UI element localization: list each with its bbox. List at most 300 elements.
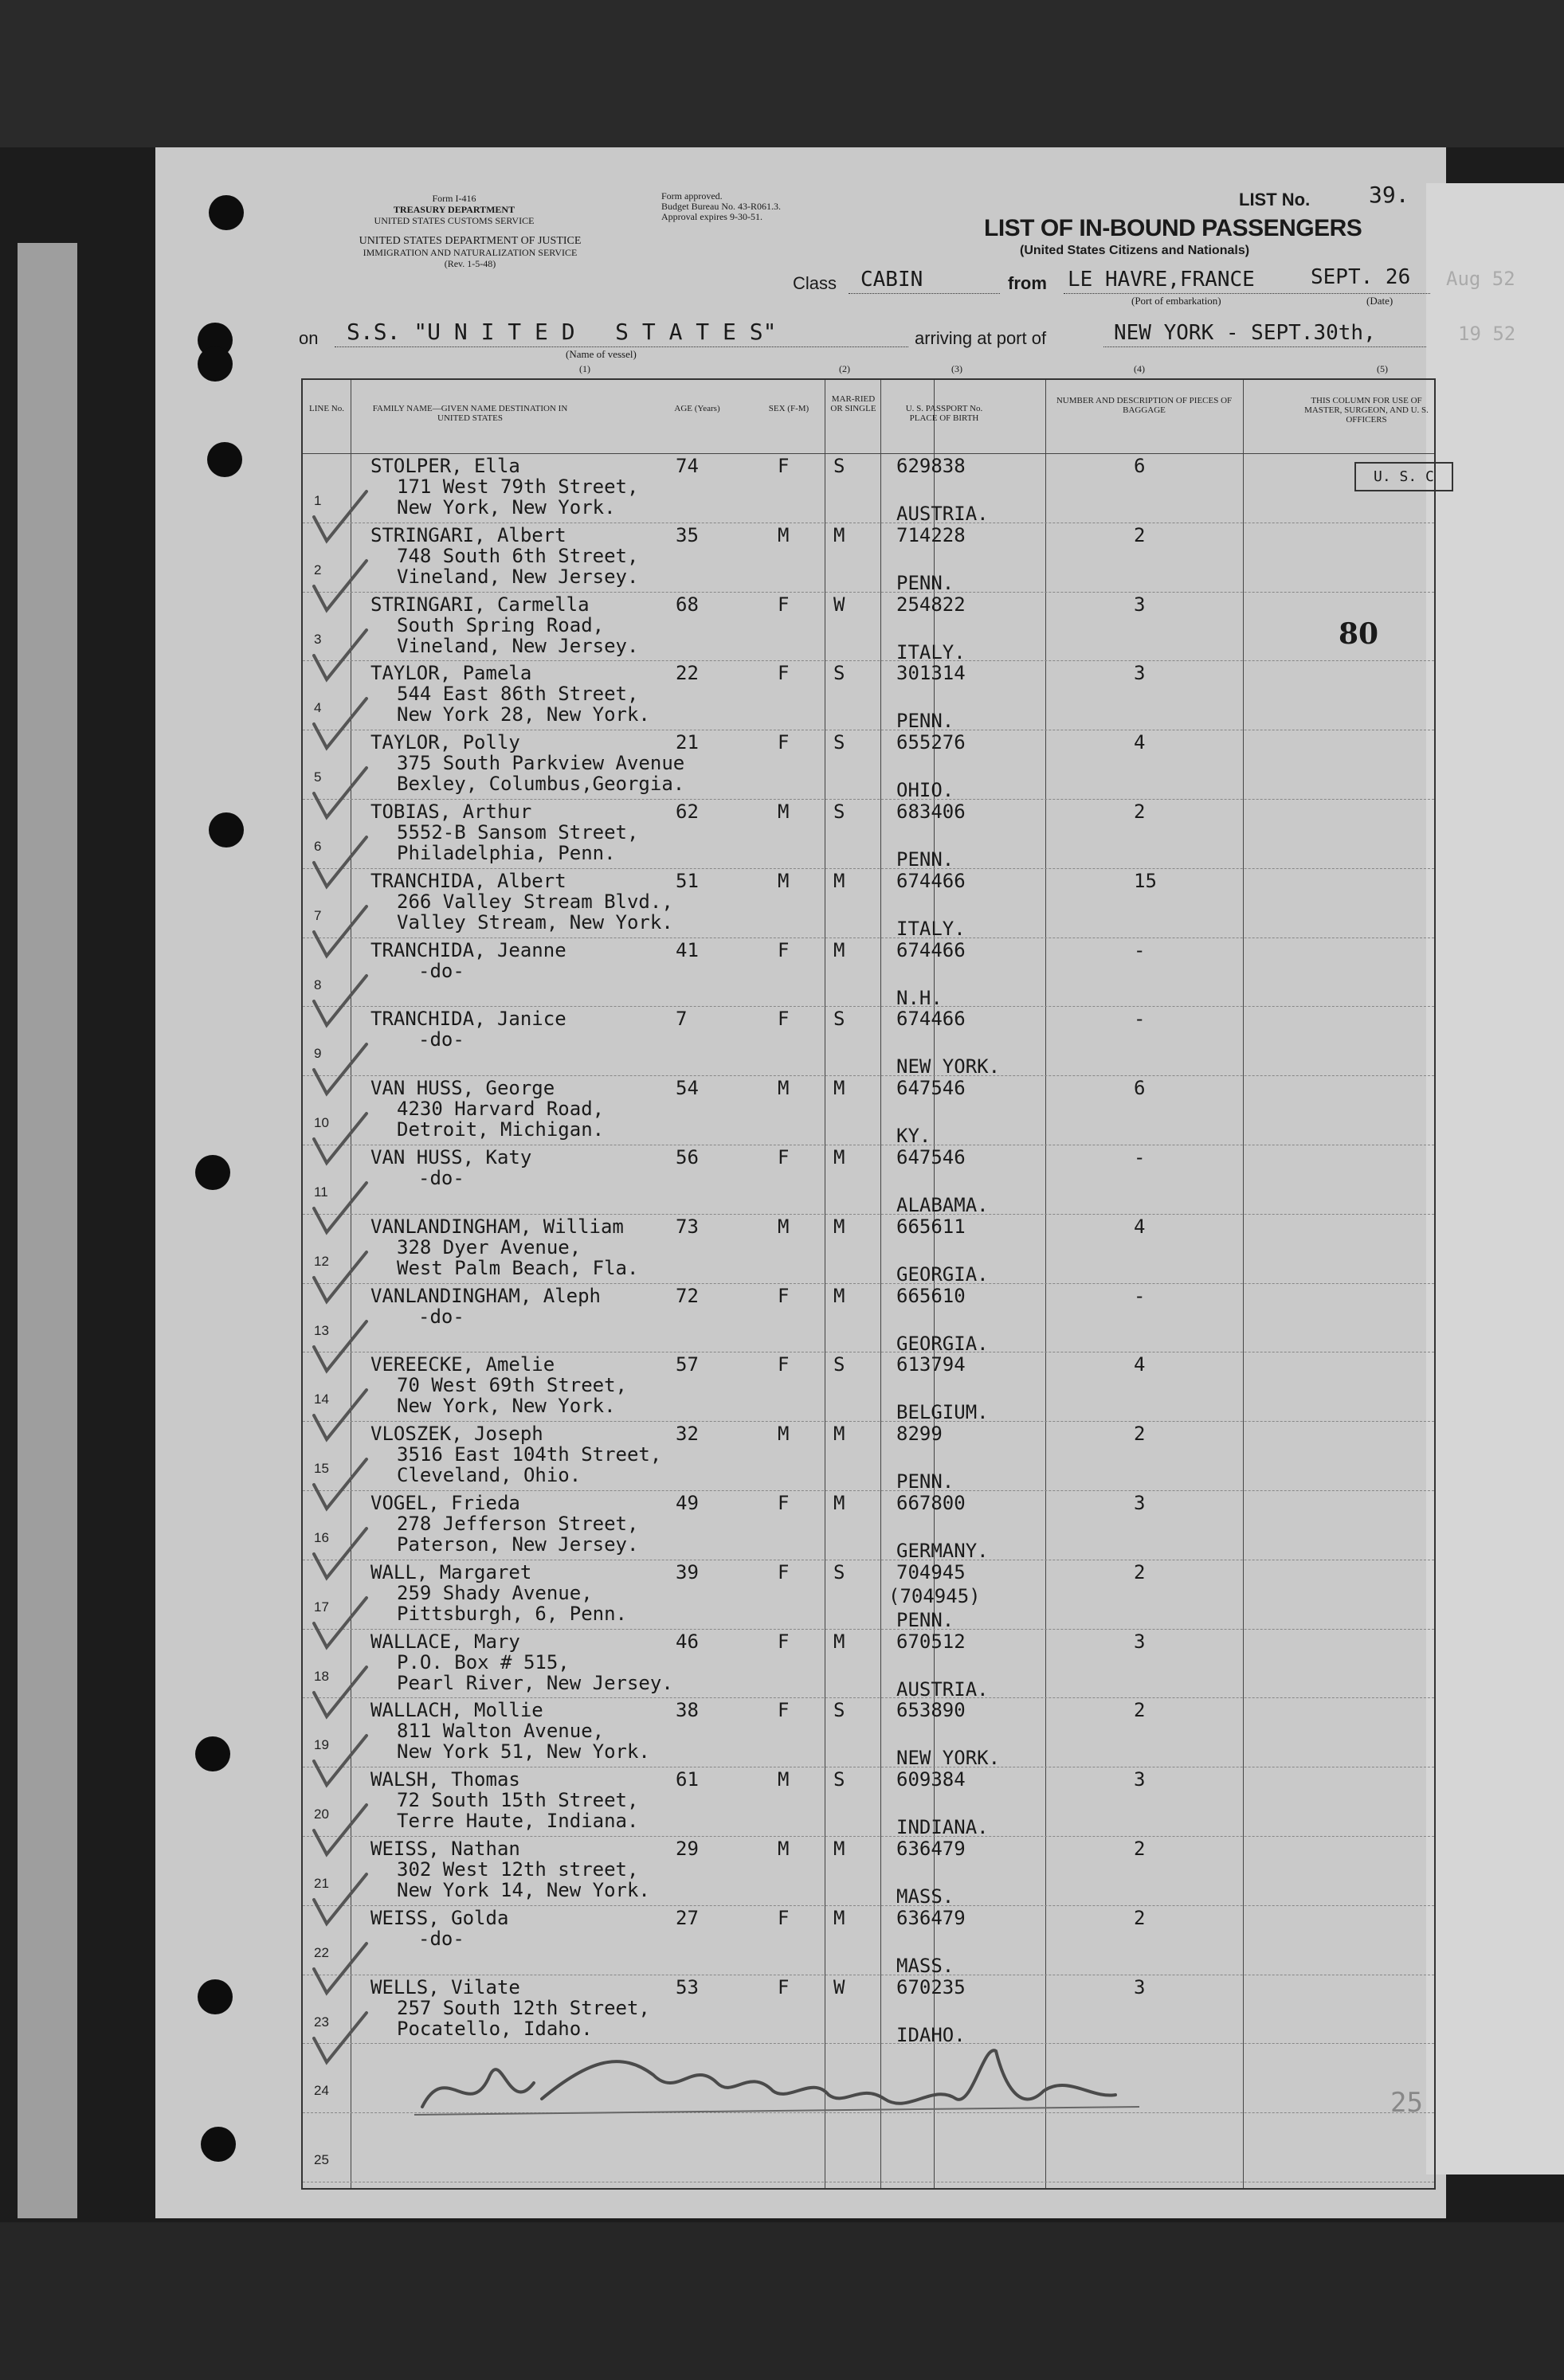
address-line-2: Pearl River, New Jersey. [397, 1671, 673, 1694]
passenger-age: 57 [676, 1353, 699, 1376]
baggage-count: 4 [1134, 1353, 1146, 1376]
marital-status: M [833, 1630, 845, 1653]
class-value: CABIN [860, 268, 923, 292]
passport-number: 629838 [896, 455, 966, 477]
passenger-age: 53 [676, 1975, 699, 1998]
passport-number: 683406 [896, 801, 966, 823]
passenger-age: 49 [676, 1492, 699, 1514]
date-caption: (Date) [1366, 295, 1393, 307]
passenger-name: TOBIAS, Arthur [370, 801, 532, 823]
passport-number: 636479 [896, 1906, 966, 1929]
marital-status: M [833, 1492, 845, 1514]
address-line-1: -do- [418, 1028, 464, 1051]
marital-status: M [833, 523, 845, 546]
passenger-sex: M [778, 523, 790, 546]
baggage-count: 2 [1134, 1560, 1146, 1583]
baggage-count: - [1134, 1146, 1146, 1168]
marital-status: W [833, 1975, 845, 1998]
passenger-age: 74 [676, 455, 699, 477]
baggage-count: 2 [1134, 1423, 1146, 1446]
address-line-1: 266 Valley Stream Blvd., [397, 890, 673, 913]
passenger-age: 29 [676, 1838, 699, 1860]
date-value: SEPT. 26 [1311, 265, 1411, 289]
line-number: 5 [314, 769, 322, 785]
passenger-age: 54 [676, 1077, 699, 1100]
passenger-name: WALSH, Thomas [370, 1768, 520, 1791]
passenger-sex: M [778, 1768, 790, 1791]
address-line-1: 302 West 12th street, [397, 1858, 639, 1881]
customs-stamp: U. S. C [1354, 462, 1453, 491]
address-line-2: Paterson, New Jersey. [397, 1533, 639, 1556]
baggage-count: 3 [1134, 593, 1146, 616]
marital-status: S [833, 455, 845, 477]
col-header-passport: U. S. PASSPORT No. PLACE OF BIRTH [905, 404, 983, 423]
marital-status: S [833, 1768, 845, 1791]
address-line-1: 5552-B Sansom Street, [397, 821, 639, 844]
col-header-married: MAR-RIED OR SINGLE [830, 394, 876, 413]
passport-number: 301314 [896, 662, 966, 685]
marital-status: M [833, 1906, 845, 1929]
line-number: 12 [314, 1253, 329, 1269]
class-underline [849, 293, 1000, 294]
binder-hole [198, 346, 233, 382]
line-number: 23 [314, 2014, 329, 2030]
line-number: 19 [314, 1737, 329, 1753]
passenger-age: 32 [676, 1423, 699, 1446]
address-line-1: P.O. Box # 515, [397, 1650, 570, 1673]
place-of-birth: NEW YORK. [896, 1747, 1001, 1770]
passenger-age: 39 [676, 1560, 699, 1583]
passenger-age: 38 [676, 1699, 699, 1722]
baggage-count: 3 [1134, 662, 1146, 685]
baggage-count: 2 [1134, 1699, 1146, 1722]
place-of-birth: AUSTRIA. [896, 1677, 989, 1701]
passport-number: 653890 [896, 1699, 966, 1722]
address-line-1: 171 West 79th Street, [397, 476, 639, 498]
address-line-1: 3516 East 104th Street, [397, 1443, 662, 1466]
passport-number: 8299 [896, 1423, 943, 1446]
table-row [303, 1075, 1434, 1148]
place-of-birth: GEORGIA. [896, 1262, 989, 1286]
from-underline [1064, 293, 1430, 294]
passport-number: 674466 [896, 869, 966, 892]
place-of-birth: KY. [896, 1125, 931, 1148]
passenger-name: WEISS, Nathan [370, 1838, 520, 1860]
table-row [303, 1283, 1434, 1353]
passenger-age: 62 [676, 801, 699, 823]
place-of-birth: ALABAMA. [896, 1194, 989, 1216]
col-header-line: LINE No. [309, 404, 344, 413]
passport-number: 674466 [896, 938, 966, 961]
vessel-name: S.S. "U N I T E D S T A T E S" [347, 319, 777, 345]
line-number: 20 [314, 1807, 329, 1822]
film-border-top [0, 0, 1564, 147]
passenger-name: STRINGARI, Carmella [370, 593, 590, 616]
passenger-name: VEREECKE, Amelie [370, 1353, 555, 1376]
address-line-2: West Palm Beach, Fla. [397, 1256, 639, 1279]
marital-status: M [833, 1423, 845, 1446]
passenger-sex: M [778, 801, 790, 823]
address-line-1: South Spring Road, [397, 613, 605, 636]
marital-status: M [833, 1146, 845, 1168]
table-row [303, 1490, 1434, 1560]
page-title: LIST OF IN-BOUND PASSENGERS [984, 215, 1362, 241]
passenger-sex: F [778, 1699, 790, 1722]
passenger-name: VLOSZEK, Joseph [370, 1423, 543, 1446]
margin-note: 80 [1339, 617, 1379, 651]
passenger-sex: F [778, 1492, 790, 1514]
baggage-count: 3 [1134, 1492, 1146, 1514]
line-number: 10 [314, 1115, 329, 1131]
passenger-name: VOGEL, Frieda [370, 1492, 520, 1514]
passenger-age: 56 [676, 1146, 699, 1168]
place-of-birth: MASS. [896, 1885, 954, 1908]
marital-status: M [833, 869, 845, 892]
place-of-birth: PENN. [896, 1608, 954, 1631]
passport-number: 670512 [896, 1630, 966, 1653]
passenger-name: VANLANDINGHAM, William [370, 1215, 624, 1238]
table-row [303, 1767, 1434, 1837]
place-of-birth: ITALY. [896, 917, 966, 940]
passenger-table [301, 378, 1436, 2190]
passport-number: 254822 [896, 593, 966, 616]
binder-hole [209, 812, 244, 847]
col-num-4: (4) [1134, 363, 1145, 374]
place-of-birth: GEORGIA. [896, 1332, 989, 1355]
passenger-name: WELLS, Vilate [370, 1975, 520, 1998]
address-line-2: New York 51, New York. [397, 1740, 650, 1763]
address-line-2: New York 14, New York. [397, 1879, 650, 1901]
passenger-sex: M [778, 869, 790, 892]
place-of-birth: GERMANY. [896, 1540, 989, 1562]
col-header-baggage: NUMBER AND DESCRIPTION OF PIECES OF BAGGAGE [1056, 396, 1233, 415]
passport-number: 670235 [896, 1975, 966, 1998]
table-row [303, 1214, 1434, 1284]
vessel-underline [335, 346, 908, 347]
address-line-1: 4230 Harvard Road, [397, 1098, 605, 1121]
line-number: 9 [314, 1046, 322, 1062]
marital-status: M [833, 938, 845, 961]
stamp-right-1: Aug 52 [1446, 268, 1515, 290]
passenger-age: 61 [676, 1768, 699, 1791]
place-of-birth: PENN. [896, 571, 954, 594]
baggage-count: 6 [1134, 455, 1146, 477]
line-number: 4 [314, 700, 322, 716]
address-line-2: Vineland, New Jersey. [397, 634, 639, 657]
baggage-count: 2 [1134, 801, 1146, 823]
passenger-name: TRANCHIDA, Janice [370, 1008, 566, 1031]
table-row [303, 730, 1434, 800]
line-number: 21 [314, 1876, 329, 1891]
table-row [303, 453, 1434, 523]
on-label: on [299, 328, 319, 348]
baggage-count: - [1134, 1008, 1146, 1031]
baggage-count: 4 [1134, 731, 1146, 754]
line-number: 7 [314, 907, 322, 923]
passport-number: 655276 [896, 731, 966, 754]
baggage-count: 3 [1134, 1975, 1146, 1998]
from-label: from [1008, 273, 1047, 293]
address-line-2: Terre Haute, Indiana. [397, 1810, 639, 1833]
passenger-sex: F [778, 1146, 790, 1168]
address-line-2: Vineland, New Jersey. [397, 565, 639, 588]
table-row [303, 1352, 1434, 1422]
marital-status: M [833, 1077, 845, 1100]
passenger-name: VAN HUSS, George [370, 1077, 555, 1100]
passenger-age: 35 [676, 523, 699, 546]
passenger-sex: F [778, 731, 790, 754]
table-row [303, 1697, 1434, 1770]
col-header-officer: THIS COLUMN FOR USE OF MASTER, SURGEON, AND U. S. OFFICERS [1304, 396, 1429, 425]
passenger-age: 68 [676, 593, 699, 616]
address-line-2: Pittsburgh, 6, Penn. [397, 1602, 627, 1625]
passenger-name: TRANCHIDA, Jeanne [370, 938, 566, 961]
address-line-1: 257 South 12th Street, [397, 1996, 650, 2019]
address-line-2: Cleveland, Ohio. [397, 1464, 582, 1487]
col-num-5: (5) [1377, 363, 1388, 374]
line-number: 13 [314, 1322, 329, 1338]
address-line-2: Valley Stream, New York. [397, 910, 673, 934]
passport-number: 647546 [896, 1146, 966, 1168]
line-number: 15 [314, 1461, 329, 1477]
table-row [303, 1006, 1434, 1076]
passenger-sex: F [778, 1560, 790, 1583]
place-of-birth: MASS. [896, 1954, 954, 1977]
passenger-name: TRANCHIDA, Albert [370, 869, 566, 892]
line-number: 8 [314, 977, 322, 992]
passenger-sex: F [778, 1906, 790, 1929]
address-line-2: New York 28, New York. [397, 703, 650, 726]
passenger-age: 22 [676, 662, 699, 685]
address-line-1: -do- [418, 959, 464, 982]
place-of-birth: BELGIUM. [896, 1401, 989, 1424]
passenger-sex: M [778, 1423, 790, 1446]
marital-status: S [833, 662, 845, 685]
adjacent-page-strip [18, 243, 77, 2218]
passport-number-note: (704945) [888, 1584, 981, 1607]
address-line-1: 72 South 15th Street, [397, 1789, 639, 1812]
address-line-1: 278 Jefferson Street, [397, 1513, 639, 1535]
passenger-sex: M [778, 1838, 790, 1860]
class-label: Class [793, 273, 837, 293]
baggage-count: 3 [1134, 1630, 1146, 1653]
baggage-count: 4 [1134, 1215, 1146, 1238]
baggage-count: 2 [1134, 523, 1146, 546]
passport-number: 665611 [896, 1215, 966, 1238]
passenger-name: STRINGARI, Albert [370, 523, 566, 546]
passenger-age: 21 [676, 731, 699, 754]
form-agency: UNITED STATES DEPARTMENT OF JUSTICE IMMIGRATION AND NATURALIZATION SERVICE (Rev. 1-5-48) [359, 235, 582, 269]
passenger-sex: F [778, 1284, 790, 1307]
marital-status: M [833, 1284, 845, 1307]
address-line-1: 375 South Parkview Avenue [397, 752, 685, 775]
address-line-2: Pocatello, Idaho. [397, 2017, 593, 2040]
marital-status: S [833, 1353, 845, 1376]
passenger-sex: M [778, 1077, 790, 1100]
passenger-name: WALL, Margaret [370, 1560, 532, 1583]
passport-number: 647546 [896, 1077, 966, 1100]
line-number: 25 [314, 2152, 329, 2168]
passenger-age: 7 [676, 1008, 688, 1031]
arrival-value: NEW YORK - SEPT.30th, [1114, 321, 1376, 345]
table-row [303, 1629, 1434, 1699]
form-approval: Form approved. Budget Bureau No. 43-R061.3. Approval expires 9-30-51. [661, 190, 781, 222]
vessel-caption: (Name of vessel) [566, 348, 637, 360]
address-line-1: 748 South 6th Street, [397, 544, 639, 567]
passenger-sex: F [778, 1353, 790, 1376]
place-of-birth: PENN. [896, 848, 954, 871]
place-of-birth: PENN. [896, 1470, 954, 1493]
passport-number: 714228 [896, 523, 966, 546]
passenger-age: 41 [676, 938, 699, 961]
address-line-2: Detroit, Michigan. [397, 1118, 605, 1141]
address-line-1: -do- [418, 1167, 464, 1189]
binder-hole [195, 1155, 230, 1190]
baggage-count: 15 [1134, 869, 1157, 892]
passenger-name: WEISS, Golda [370, 1906, 509, 1929]
address-line-2: New York, New York. [397, 1395, 616, 1418]
passenger-sex: F [778, 1008, 790, 1031]
baggage-count: 6 [1134, 1077, 1146, 1100]
passenger-name: VANLANDINGHAM, Aleph [370, 1284, 601, 1307]
baggage-count: 2 [1134, 1838, 1146, 1860]
passport-number: 613794 [896, 1353, 966, 1376]
place-of-birth: AUSTRIA. [896, 503, 989, 525]
marital-status: M [833, 1838, 845, 1860]
arrival-underline [1103, 346, 1426, 347]
place-of-birth: N.H. [896, 986, 943, 1009]
corner-mark: 25 [1390, 2087, 1423, 2119]
baggage-count: - [1134, 938, 1146, 961]
binder-hole [198, 1979, 233, 2014]
marital-status: S [833, 1560, 845, 1583]
passenger-age: 73 [676, 1215, 699, 1238]
passport-number: 636479 [896, 1838, 966, 1860]
line-number: 17 [314, 1599, 329, 1615]
line-number: 22 [314, 1944, 329, 1960]
passport-number: 665610 [896, 1284, 966, 1307]
line-number: 2 [314, 562, 322, 577]
passport-number: 674466 [896, 1008, 966, 1031]
passenger-name: TAYLOR, Pamela [370, 662, 532, 685]
marital-status: S [833, 731, 845, 754]
passenger-name: WALLACE, Mary [370, 1630, 520, 1653]
col-num-3: (3) [951, 363, 962, 374]
place-of-birth: NEW YORK. [896, 1055, 1001, 1078]
col-header-sex: SEX (F-M) [768, 404, 809, 413]
from-value: LE HAVRE,FRANCE [1068, 268, 1255, 292]
passenger-sex: F [778, 455, 790, 477]
passenger-age: 51 [676, 869, 699, 892]
passport-number: 609384 [896, 1768, 966, 1791]
table-row [303, 938, 1434, 1008]
line-number: 3 [314, 631, 322, 647]
table-row [303, 660, 1434, 733]
line-number: 16 [314, 1530, 329, 1545]
list-number: 39. [1369, 182, 1409, 208]
baggage-count: 3 [1134, 1768, 1146, 1791]
passenger-name: TAYLOR, Polly [370, 731, 520, 754]
table-row [303, 592, 1434, 662]
line-number: 18 [314, 1668, 329, 1684]
passenger-name: STOLPER, Ella [370, 455, 520, 477]
arriving-label: arriving at port of [915, 328, 1047, 348]
baggage-count: - [1134, 1284, 1146, 1307]
stamp-right-2: 19 52 [1458, 323, 1516, 345]
binder-hole [207, 442, 242, 477]
table-row [303, 523, 1434, 593]
marital-status: W [833, 593, 845, 616]
binder-hole [195, 1736, 230, 1771]
baggage-count: 2 [1134, 1906, 1146, 1929]
place-of-birth: ITALY. [896, 640, 966, 664]
line-number: 14 [314, 1392, 329, 1407]
table-row [303, 1421, 1434, 1491]
address-line-1: -do- [418, 1305, 464, 1328]
passenger-sex: F [778, 593, 790, 616]
address-line-2: Bexley, Columbus,Georgia. [397, 773, 685, 796]
binder-hole [201, 2127, 236, 2162]
table-row [303, 799, 1434, 869]
port-caption: (Port of embarkation) [1131, 295, 1221, 307]
col-num-1: (1) [579, 363, 590, 374]
passenger-sex: F [778, 662, 790, 685]
address-line-2: New York, New York. [397, 496, 616, 519]
film-border-bottom [0, 2222, 1564, 2380]
col-header-name: FAMILY NAME—GIVEN NAME DESTINATION IN UNITED STATES [372, 404, 568, 423]
col-header-age: AGE (Years) [674, 404, 720, 413]
marital-status: S [833, 801, 845, 823]
address-line-1: 811 Walton Avenue, [397, 1720, 605, 1743]
address-line-1: 544 East 86th Street, [397, 683, 639, 706]
officer-signature [414, 2027, 1147, 2139]
address-line-1: -do- [418, 1927, 464, 1950]
address-line-1: 70 West 69th Street, [397, 1374, 627, 1397]
passenger-name: VAN HUSS, Katy [370, 1146, 532, 1168]
list-label: LIST No. [1239, 190, 1311, 209]
table-row [303, 1836, 1434, 1906]
passenger-sex: M [778, 1215, 790, 1238]
table-row [303, 1905, 1434, 1975]
passport-number: 704945 [896, 1560, 966, 1583]
line-number: 24 [314, 2083, 329, 2099]
table-row [303, 1145, 1434, 1215]
line-number: 11 [314, 1184, 328, 1200]
line-number: 6 [314, 839, 322, 854]
address-line-1: 328 Dyer Avenue, [397, 1235, 582, 1259]
passenger-age: 72 [676, 1284, 699, 1307]
table-row [303, 868, 1434, 938]
place-of-birth: OHIO. [896, 779, 954, 802]
passenger-age: 46 [676, 1630, 699, 1653]
passport-number: 667800 [896, 1492, 966, 1514]
address-line-1: 259 Shady Avenue, [397, 1581, 593, 1604]
table-row [303, 1560, 1434, 1630]
place-of-birth: INDIANA. [896, 1816, 989, 1839]
marital-status: S [833, 1699, 845, 1722]
col-num-2: (2) [839, 363, 850, 374]
binder-hole [209, 195, 244, 230]
form-id: Form I-416 TREASURY DEPARTMENT UNITED STATES CUSTOMS SERVICE [374, 193, 535, 226]
passenger-sex: F [778, 1975, 790, 1998]
marital-status: S [833, 1008, 845, 1031]
line-number: 1 [314, 493, 322, 508]
passenger-sex: F [778, 938, 790, 961]
passenger-age: 27 [676, 1906, 699, 1929]
address-line-2: Philadelphia, Penn. [397, 842, 616, 864]
passenger-name: WALLACH, Mollie [370, 1699, 543, 1722]
place-of-birth: PENN. [896, 710, 954, 733]
